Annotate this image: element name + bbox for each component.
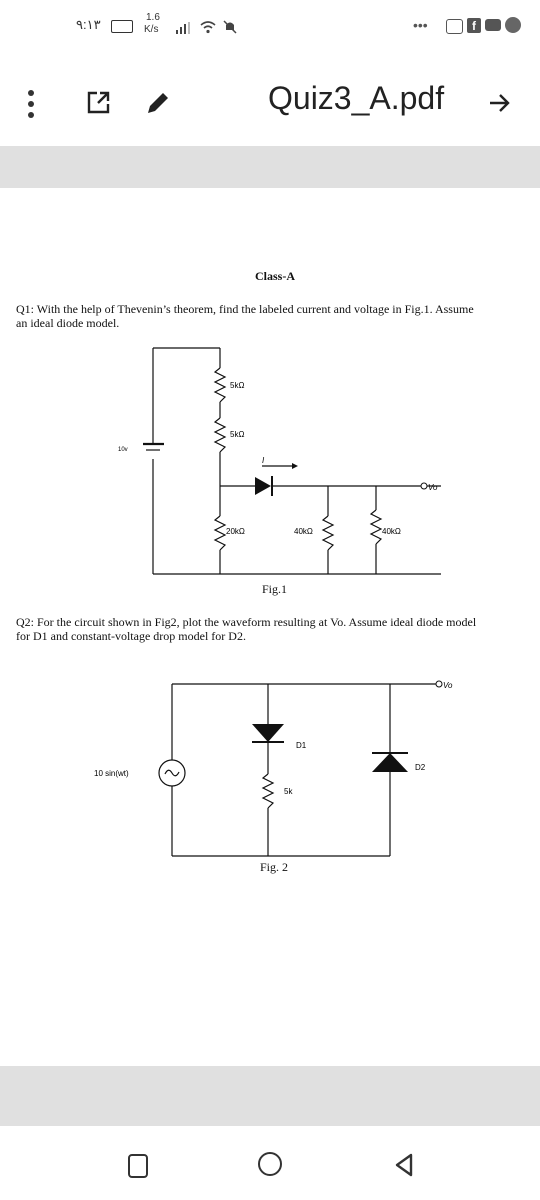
page-gap	[0, 1066, 540, 1126]
status-bar	[0, 0, 540, 60]
page-heading: Class-A	[255, 269, 296, 283]
label-r4: 40kΩ	[294, 527, 313, 536]
net-speed-unit: K/s	[144, 24, 159, 35]
fig2-caption: Fig. 2	[260, 860, 289, 874]
wifi-icon	[200, 21, 216, 35]
diode-d2	[372, 753, 408, 772]
q2-text-line1: Q2: For the circuit shown in Fig2, plot the waveform resulting at Vo. Assume ideal diode model	[16, 615, 477, 629]
label-vo: Vo	[428, 483, 438, 492]
q1-text-line2: an ideal diode model.	[16, 316, 120, 330]
label-r5: 40kΩ	[382, 527, 401, 536]
arrow-right-icon[interactable]	[487, 90, 513, 116]
label-source: 10v	[118, 447, 128, 453]
q1-text-line1: Q1: With the help of Thevenin’s theorem, find the labeled current and voltage in Fig.1. Assume	[16, 302, 474, 316]
resistor-5k-fig2	[263, 774, 273, 808]
status-time: ٩:١٣	[76, 17, 101, 32]
resistor-5k-top	[215, 368, 225, 402]
resistor-40k-middle	[323, 516, 333, 550]
net-speed-value: 1.6	[146, 12, 160, 23]
document-title: Quiz3_A.pdf	[268, 80, 445, 116]
label-current: I	[262, 456, 265, 465]
gallery-icon	[446, 19, 463, 34]
resistor-40k-right	[371, 510, 381, 544]
label-d1: D1	[296, 741, 307, 750]
facebook-icon: f	[467, 18, 481, 33]
fig1-caption: Fig.1	[262, 582, 288, 596]
label-r3: 20kΩ	[226, 527, 245, 536]
triangle-back-icon[interactable]	[393, 1152, 415, 1178]
fig2-circuit	[0, 668, 540, 888]
pencil-icon[interactable]	[145, 90, 171, 116]
diode-fig1	[255, 477, 271, 495]
vo-terminal-fig2	[436, 681, 442, 687]
toolbar-separator	[0, 146, 540, 188]
youtube-icon	[485, 19, 501, 31]
mute-icon	[222, 19, 238, 35]
label-r1: 5kΩ	[230, 381, 245, 390]
app-bar	[0, 60, 540, 146]
battery-icon	[111, 20, 133, 33]
label-5k: 5k	[284, 787, 293, 796]
label-ac-source: 10 sin(wt)	[94, 769, 129, 778]
pdf-page	[0, 188, 540, 1065]
q2-text-line2: for D1 and constant-voltage drop model for D2.	[16, 629, 246, 643]
resistor-5k-mid	[215, 418, 225, 452]
resistor-20k	[215, 516, 225, 550]
open-external-icon[interactable]	[85, 90, 111, 116]
diode-d1	[252, 724, 284, 742]
status-more-dots: •••	[413, 17, 428, 33]
label-vo2: Vo	[443, 681, 453, 690]
circle-icon[interactable]	[258, 1152, 282, 1176]
square-icon[interactable]	[128, 1154, 148, 1178]
navigation-bar	[0, 1126, 540, 1200]
app-notification-icon	[505, 17, 521, 33]
more-vert-icon[interactable]	[26, 88, 36, 120]
label-r2: 5kΩ	[230, 430, 245, 439]
vo-terminal-fig1	[421, 483, 427, 489]
signal-icon	[176, 22, 192, 34]
label-d2: D2	[415, 763, 426, 772]
